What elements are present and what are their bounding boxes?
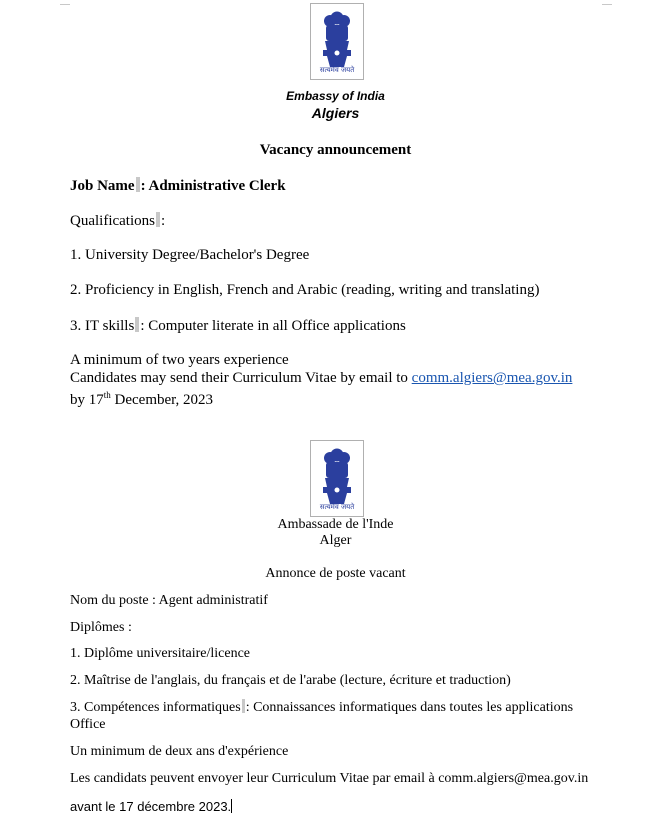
send-cv-text: Candidates may send their Curriculum Vitae by email to — [70, 370, 412, 386]
send-cv-fr: Les candidats peuvent envoyer leur Curriculum Vitae par email à comm.algiers@mea.gov.in — [70, 771, 589, 786]
experience-text: A minimum of two years experience — [70, 352, 289, 368]
embassy-name: Embassy of India — [286, 89, 385, 103]
competences-label: 3. Compétences informatiques — [70, 700, 241, 715]
ambassade-name: Ambassade de l'Inde — [277, 517, 394, 532]
job-name-value: : Administrative Clerk — [140, 178, 286, 194]
edit-marker — [136, 177, 140, 192]
diplome-2: 2. Maîtrise de l'anglais, du français et de l'arabe (lecture, écriture et traduction) — [70, 673, 511, 688]
page-corner-mark — [602, 0, 612, 5]
edit-marker — [156, 212, 160, 227]
qualification-3 — [70, 317, 406, 335]
experience-fr: Un minimum de deux ans d'expérience — [70, 744, 289, 759]
deadline-line — [70, 387, 213, 409]
edit-marker — [135, 317, 139, 332]
emblem-image — [310, 440, 364, 517]
deadline-fr: avant le 17 décembre 2023. — [70, 799, 232, 814]
vacancy-title: Vacancy announcement — [259, 142, 412, 158]
diplome-1: 1. Diplôme universitaire/licence — [70, 646, 250, 661]
deadline-fr-line — [70, 798, 232, 815]
job-name-label: Job Name — [70, 178, 135, 194]
send-cv-line — [70, 370, 572, 387]
annonce-title: Annonce de poste vacant — [265, 566, 406, 581]
embassy-city: Algiers — [311, 105, 360, 121]
qualifications-colon: : — [160, 213, 166, 229]
deadline-suffix: th — [103, 390, 111, 400]
it-skills-value: : Computer literate in all Office applications — [140, 318, 406, 334]
email-link[interactable]: comm.algiers@mea.gov.in — [411, 370, 573, 386]
diplome-3-continued: Office — [70, 717, 106, 732]
competences-value: : Connaissances informatiques dans toutes les applications — [245, 700, 574, 715]
ambassade-city: Alger — [319, 533, 352, 548]
motto-text: सत्यमेव जयते — [319, 66, 355, 74]
edit-marker — [242, 699, 245, 713]
qualification-1: 1. University Degree/Bachelor's Degree — [70, 247, 310, 263]
qualifications-label: Qualifications — [70, 213, 155, 229]
deadline-date: December, 2023 — [110, 392, 214, 408]
qualifications-heading — [70, 212, 165, 230]
diplome-3 — [70, 699, 573, 716]
page-corner-mark — [60, 0, 70, 5]
it-skills-label: 3. IT skills — [70, 318, 135, 334]
nom-du-poste: Nom du poste : Agent administratif — [70, 593, 268, 608]
motto-text: सत्यमेव जयते — [319, 503, 355, 511]
text-cursor — [231, 799, 232, 813]
diplomes-heading: Diplômes : — [70, 620, 132, 635]
job-name-line — [70, 177, 286, 195]
qualification-2: 2. Proficiency in English, French and Arabic (reading, writing and translating) — [70, 282, 540, 298]
deadline-by: by 17 — [70, 392, 104, 408]
emblem-image — [310, 3, 364, 80]
